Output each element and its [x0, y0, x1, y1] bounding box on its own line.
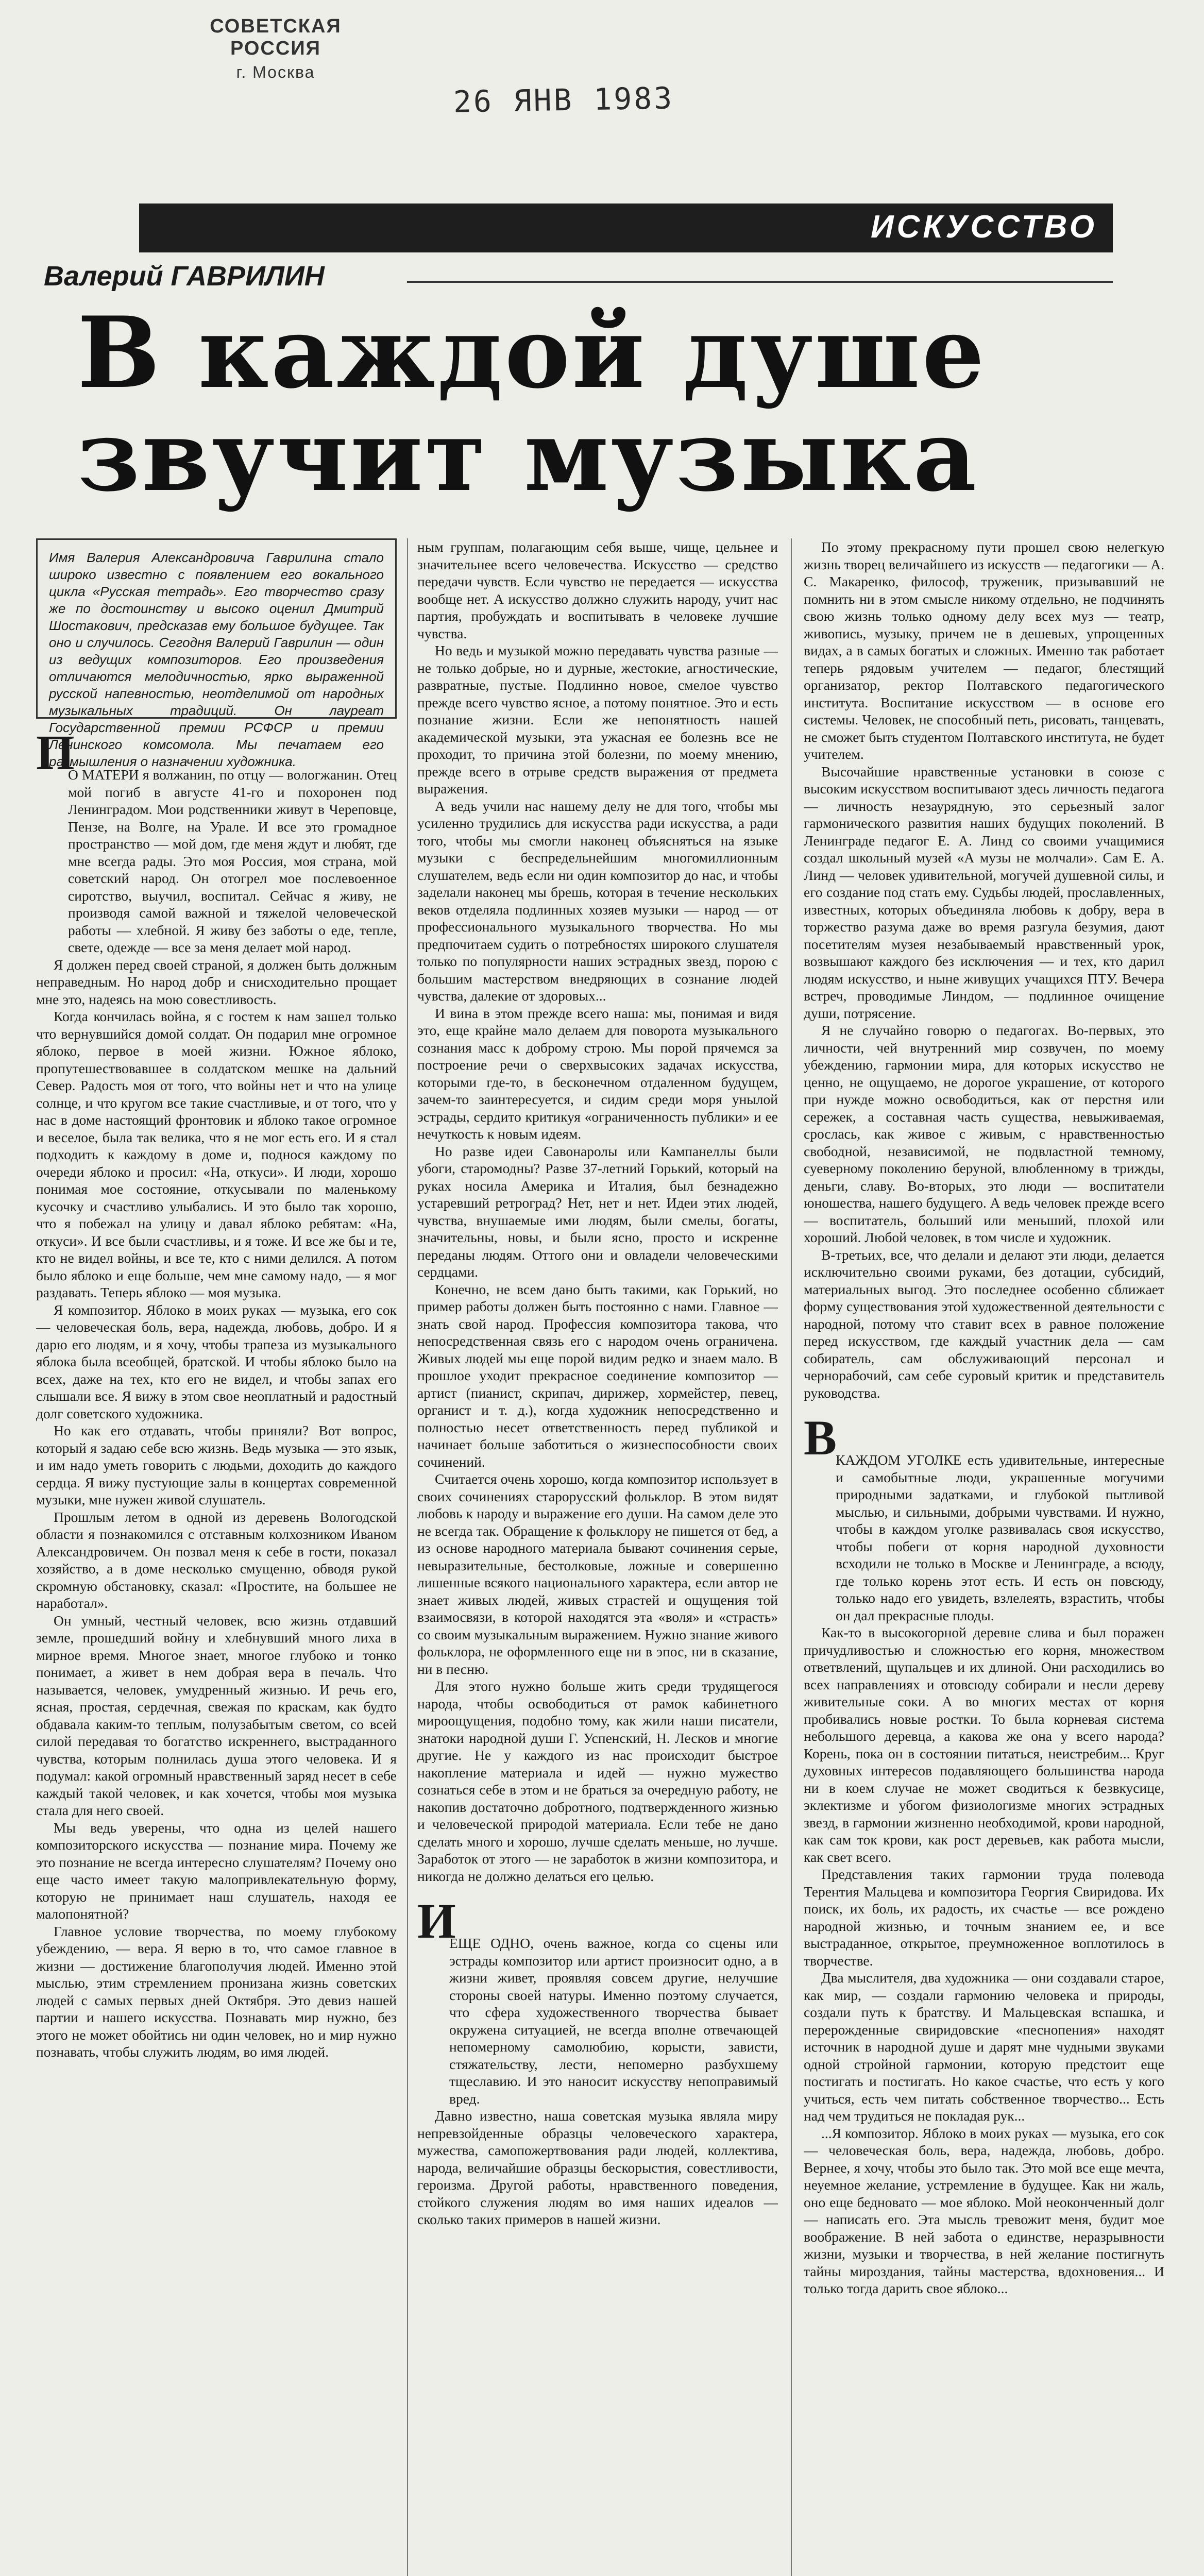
- column-divider: [407, 538, 408, 2576]
- paragraph: Для этого нужно больше жить среди трудящегося народа, чтобы освободиться от рамок кабинетного мироощущения, подобно тому, как жили наши писатели, знатоки народной души Г. Успенский, Н. Лесков и многие другие. Не у каждого из нас происходит быстрое накопление материала и идей — нужно мужество сознаться себе в этом и не браться за очередную работу, не накопив достаточно добротного, подтвержденного жизнью и человеческой природой материала. Если тебе не дано сделать много и хорошо, лучше сделать меньше, но лучше. Заработок от этого — не заработок в жизни композитора, и никогда не должно делаться его целью.: [417, 1678, 778, 1884]
- paragraph: Два мыслителя, два художника — они создавали старое, как мир, — создали гармонию человека и природы, создали путь к братству. И Мальцевская вспашка, и перерожденные свиридовские «песнопения» находят источник в народной душе и дарят мне чудными звуками одной стройной гармонии, которую предстоит еще постигать и постигать. Но какое счастье, что есть у кого учиться, есть чем питать собственное творчество... Есть над чем трудиться не покладая рук...: [804, 1970, 1164, 2124]
- article-column-3: [804, 538, 1164, 2576]
- paragraph: Я композитор. Яблоко в моих руках — музыка, его сок — человеческая боль, вера, надежда, любовь, добро. И я дарю его людям, и я хочу, чтобы трапеза из музыкального яблока была всеобщей, братской. И чтобы яблоко было на всех, даже на тех, кто его не видел, и чтобы запах его слышали все. Я вижу в этом свое неоплатный и радостный долг советского художника.: [36, 1301, 397, 1421]
- paragraph: ным группам, полагающим себя выше, чище, цельнее и значительнее всего человечества. Искусство — средство передачи чувств. Если чувство не передается — искусства вообще нет. А искусство должно служить народу, учит нас партия, пробуждать и воспитывать в человеке лучшие чувства.: [417, 539, 778, 641]
- paragraph: Он умный, честный человек, всю жизнь отдавший земле, прошедший войну и хлебнувший много лиха в мирное время. Многое знает, многое глубоко и тонко понимает, а живет в нем добрая вера в печаль. Что называется, человек, умудренный жизнью. И речь его, ясная, простая, сердечная, свежая по краскам, как будто обдавала каким-то теплым, полузабытым светом, со всей силой передавая то богатство искреннего, выстраданного чувства, которым полнилась душа этого человека. И я подумал: какой огромный нравственный заряд несет в себе каждый такой человек, и как хочется, чтобы моя музыка стала для него своей.: [36, 1612, 397, 1818]
- paragraph: Мы ведь уверены, что одна из целей нашего композиторского искусства — познание мира. Почему же это познание не всегда интересно слушателям? Почему оно еще часто имеет такую малопривлекательную форму, которую не принимает наш слушатель, находя ее малопонятной?: [36, 1819, 397, 1922]
- dropcap: П: [36, 732, 75, 780]
- paragraph: О МАТЕРИ я волжанин, по отцу — вологжанин. Отец мой погиб в августе 41-го и похоронен под Ленинградом. Мои родственники живут в Череповце, Пензе, на Волге, на Урале. И все это громадное пространство — мой дом, где меня ждут и любят, где мне всегда рады. Это моя Россия, моя страна, мой советский народ. Он отогрел мое послевоенное сиротство, выучил, воспитал. Сейчас я живу, не производя самой важной и тяжелой человеческой работы — хлебной. Я живу без заботы о еде, тепле, свете, одежде — все за меня делает мой народ.: [68, 767, 397, 955]
- paragraph: В-третьих, все, что делали и делают эти люди, делается исключительно своими руками, без дотации, субсидий, материальных выгод. Это последнее особенно сближает форму существования этой художественной деятельности с народной, потому что ставит всех в равное положение перед искусством, где каждый участник дела — сам собиратель, сам обслуживающий персонал и чернорабочий, сам себе суровый критик и представитель руководства.: [804, 1246, 1164, 1401]
- paragraph: Прошлым летом в одной из деревень Вологодской области я познакомился с отставным колхозником Иваном Александровичем. Он позвал меня к себе в гости, показал хозяйство, а в доме несколько смущенно, обводя рукой скромную обстановку, сказал: «Простите, на большее не наработал».: [36, 1509, 397, 1611]
- date-stamp: 26 ЯНВ 1983: [453, 80, 674, 120]
- library-stamp: [170, 15, 381, 82]
- paragraph: Высочайшие нравственные установки в союзе с высоким искусством воспитывают здесь личность педагога — личность незаурядную, это серьезный залог гармонического развития наших будущих поколений. В Ленинграде педагог Е. А. Линд со своими учащимися создал школьный музей «А музы не молчали». Сам Е. А. Линд — человек удивительной, могучей душевной силы, и его создание под стать ему. Судьбы людей, прославленных, известных, которых объединяла любовь к добру, вера в торжество разума даже во время разгула безумия, дают посетителям музея незабываемый нравственный урок, возвышают каждого без исключения — и тех, кто дарил людям искусство, и ныне живущих учащихся ПТУ. Вечера встреч, проводимые Линдом, — подлинное очищение души, потрясение.: [804, 763, 1164, 1021]
- dropcap: В: [804, 1410, 837, 1465]
- paragraph: Но разве идеи Савонаролы или Кампанеллы были убоги, старомодны? Разве 37-летний Горький, который на руках носила Америка и Италия, был безнадежно устаревший ретроград? Нет, нет и нет. Идеи этих людей, чувства, внушаемые ими людям, были смелы, богаты, значительны, новы, и были ясно, просто и искренне переданы людям. Оттого они и овладели человеческими сердцами.: [417, 1143, 778, 1280]
- dropcap: И: [417, 1893, 456, 1948]
- paragraph: Как-то в высокогорной деревне слива и был поражен причудливостью и сложностью его корня, множеством ответвлений, щупальцев и их длиной. Они расходились во всех направлениях и отовсюду собирали и несли дереву живительные соки. А во многих местах от корня пробивались новые ростки. То была корневая система небольшого деревца, а какова же она у всего народа? Корень, пока он в состоянии питаться, неистребим... Круг духовных интересов подавляющего большинства народа ни в коем случае не может сводиться к безвкусице, эклектизме и убогом физиологизме многих эстрадных звезд, в гармонии жизненно необходимой, крови народной, как сам ток крови, как рост деревьев, как работа мысли, как свет всего.: [804, 1624, 1164, 1865]
- stamp-newspaper: СОВЕТСКАЯ РОССИЯ: [210, 15, 342, 59]
- paragraph: По этому прекрасному пути прошел свою нелегкую жизнь творец величайшего из искусств — педагогики — А. С. Макаренко, философ, труженик, призывавший не помнить ни в этом смысле никому отдельно, не подчинять свою жизнь только одному делу всех муз — театр, живопись, музыку, причем не в дешевых, упрощенных видах, а в самых богатых и сложных. Именно так работает теперь рядовым учителем — педагог, блестящий организатор, ректор Полтавского педагогического института. Воспитание искусством — в основе его системы. Человек, не способный петь, рисовать, танцевать, не сможет быть студентом Полтавского института, не будет учителем.: [804, 539, 1164, 762]
- paragraph: ЕЩЕ ОДНО, очень важное, когда со сцены или эстрады композитор или артист произносит одно, а в жизни живет, проявляя совсем другие, нелучшие стороны своей натуры. Именно поэтому случается, что сфера художественного творчества бывает окружена ситуацией, не всегда вполне отвечающей непомерному самолюбию, корысти, зависти, стяжательству, лести, непомерно разбухшему тщеславию. И это наносит искусству непоправимый вред.: [449, 1935, 778, 2107]
- paragraph: Я не случайно говорю о педагогах. Во-первых, это личности, чей внутренний мир созвучен, по моему убеждению, гармонии мира, для которых искусство не ценно, не ощущаемо, не дорогое украшение, от которого при нужде можно освободиться, как от перстня или сережек, а составная часть существа, невыживаемая, срослась, как живое с живым, с нравственностью свободной, независимой, не подвластной темному, суеверному поколению беруной, влюбленному в трижды, деньги, славу. Во-вторых, это люди — воспитатели юношества, нашего будущего. А ведь человек прежде всего — воспитатель, больший или меньший, плохой или хороший. Любой человек, в том числе и художник.: [804, 1022, 1164, 1245]
- rubric-label: ИСКУССТВО: [871, 209, 1097, 245]
- rubric-bar: [139, 204, 1113, 252]
- column-divider: [791, 538, 792, 2576]
- author-byline: Валерий ГАВРИЛИН: [44, 261, 325, 292]
- paragraph: И вина в этом прежде всего наша: мы, понимая и видя это, еще крайне мало делаем для поворота музыкального сознания масс к доброму строю. Мы порой прячемся за построение речи о сверхвысоких задачах искусства, которыми где-то, в бесконечном отдаленном будущем, зачем-то заинтересуется, и сидим среди моря унылой эстрады, сердито критикуя «ограниченность публики» и ее нечуткость к новым идеям.: [417, 1005, 778, 1142]
- paragraph: Но как его отдавать, чтобы приняли? Вот вопрос, который я задаю себе всю жизнь. Ведь музыка — это язык, и им надо уметь говорить с людьми, доходить до каждого сердца. Я вижу пустующие залы в концертах современной музыки, мне нужен живой слушатель.: [36, 1422, 397, 1507]
- paragraph: Я должен перед своей страной, я должен быть должным неправедным. Но народ добр и снисходительно прощает мне это, надеясь на мою совестливость.: [36, 956, 397, 1007]
- paragraph: Когда кончилась война, я с гостем к нам зашел только что вернувшийся домой солдат. Он подарил мне огромное яблоко, первое в моей жизни. Южное яблоко, пропутешествовавшее в солдатском мешке на дальний Север. Радость моя от того, что войны нет и что на улице солнце, и что кругом все такие счастливые, и от того, что у нас в доме настоящий фронтовик и яблоко такое огромное и веселое, была так велика, что я не мог есть его. И я стал подходить к каждому в доме и, поднося каждому по очереди яблоко и просил: «На, откуси». И люди, хорошо понимая мое состояние, откусывали по маленькому кусочку и счастливо улыбались. И это было так хорошо, что я побежал на улицу и давал яблоко ребятам: «На, откуси». И все были счастливы, и я тоже. И все же бы и те, кто не видел войны, и все те, кто с ними делился. А потом было яблоко и еще больше, чем мне самому надо, — я мог раздавать. Теперь яблоко — моя музыка.: [36, 1008, 397, 1300]
- paragraph: ...Я композитор. Яблоко в моих руках — музыка, его сок — человеческая боль, вера, надежда, любовь, добро. Вернее, я хочу, чтобы это было так. Это мой все еще мечта, неуемное желание, устремление в будущее. Как ни жаль, оно еще бедновато — мое яблоко. Мой неоконченный долг — написать его. Эта мысль тревожит меня, будит мое воображение. В ней забота о единстве, неразрывности жизни, музыки и творчества, в ней желание постигнуть тайны мироздания, тайны мастерства, вдохновения... И только тогда дарить свое яблоко...: [804, 2125, 1164, 2296]
- article-column-1: [36, 732, 397, 2576]
- stamp-city: г. Москва: [236, 63, 315, 81]
- paragraph: А ведь учили нас нашему делу не для того, чтобы мы усиленно трудились для искусства ради искусства, а ради того, чтобы мы смогли наконец объясняться на языке музыки с беспредельнейшим многомиллионным слушателем, ведь если ни один композитор до нас, и чтобы заделали наконец мы брешь, которая в течение нескольких веков отделяла подлинных хозяев музыки — народ — от профессионального музыкального творчества. Но мы предпочитаем судить о потребностях широкого слушателя только по популярности наших эстрадных звезд, порою с большим мастерством внедряющих в сознание людей чувства, далекие от здоровых...: [417, 798, 778, 1004]
- paragraph: Конечно, не всем дано быть такими, как Горький, но пример работы должен быть постоянно с нами. Главное — знать свой народ. Профессия композитора такова, что непосредственная связь его с народом очень ограничена. Живых людей мы еще порой видим редко и знаем мало. В прошлое уходит прекрасное соединение композитор — артист (пианист, скрипач, дирижер, хормейстер, певец, органист и т. д.), когда художник непосредственно и полностью несет ответственность перед публикой и начинает больше заботиться о жизнеспособности своих сочинений.: [417, 1281, 778, 1470]
- paragraph: Представления таких гармонии труда полевода Терентия Мальцева и композитора Георгия Свиридова. Их поиск, их боль, их радость, их счастье — все рождено народной жизнью, и точным знанием ее, и все выстраданное, открытое, преумноженное воплотилось в творчестве.: [804, 1866, 1164, 1969]
- intro-box: Имя Валерия Александровича Гаврилина стало широко известно с появлением его вокального цикла «Русская тетрадь». Его творчество сразу же по достоинству и высоко оценил Дмитрий Шостакович, предсказав ему большое будущее. Так оно и случилось. Сегодня Валерий Гаврилин — один из ведущих композиторов. Его произведения отличаются мелодичностью, ярко выраженной русской напевностью, неотделимой от народных музыкальных традиций. Он лауреат Государственной премии РСФСР и премии Ленинского комсомола. Мы печатаем его размышления о назначении художника.: [36, 538, 397, 719]
- headline: В каждой душе звучит музыка: [77, 295, 987, 513]
- paragraph: Считается очень хорошо, когда композитор использует в своих сочинениях старорусский фольклор. В этом видят любовь к народу и выражение его души. На самом деле это не всегда так. Обращение к фольклору не пишется от бед, а из основе народного материала бывают сочинения серые, невыразительные, бестолковые, ложные и совершенно лишенные всякого национального характера, если автор не знает живых людей, живых страстей и ощущения той взаимосвязи, в которой находятся эта «воля» и «страсть» со своим музыкальным выражением. Нужно знание живого фольклора, не оформленного еще ни в эпос, ни в сказание, ни в песню.: [417, 1471, 778, 1677]
- paragraph: Главное условие творчества, по моему глубокому убеждению, — вера. Я верю в то, что самое главное в жизни — достижение благополучия людей. Именно этой мыслью, этим стремлением пронизана жизнь советских людей с самых первых дней Октября. Это девиз нашей партии и нашего искусства. Познавать мир нужно, без этого не может обойтись ни один человек, но и мир нужно познавать, чтобы служить людям, во имя людей.: [36, 1923, 397, 2060]
- byline-rule: [407, 281, 1113, 283]
- paragraph: Давно известно, наша советская музыка являла миру непревзойденные образцы человеческого характера, мужества, самопожертвования ради людей, коллектива, народа, величайшие образцы бескорыстия, совестливости, героизма. Другой работы, нравственного поведения, стойкого служения людям во имя наших идеалов — сколько таких примеров в нашей жизни.: [417, 2108, 778, 2227]
- article-column-2: [417, 538, 778, 2576]
- paragraph: КАЖДОМ УГОЛКЕ есть удивительные, интересные и самобытные люди, украшенные могучими природными задатками, и глубокой пытливой мыслью, и сильными, добрыми чувствами. И нужно, чтобы в каждом уголке развивалась своя искусство, чтобы побеги от корня народной духовности всходили не только в Москве и Ленинграде, а всюду, где только корень этот есть. И есть он повсюду, только надо его увидеть, взлелеять, взрастить, чтобы он дал прекрасные плоды.: [836, 1452, 1164, 1623]
- paragraph: Но ведь и музыкой можно передавать чувства разные — не только добрые, но и дурные, жестокие, агностические, развратные, пустые. Подлинно новое, смелое чувство прежде всего чувство ясное, а потому понятное. Это и есть познание жизни. Если же непонятность нашей академической музыки, эта ужасная ее болезнь все не проходит, то причина этой болезни, по моему мнению, прежде всего в отрыве средств выражения от предмета выражения.: [417, 642, 778, 796]
